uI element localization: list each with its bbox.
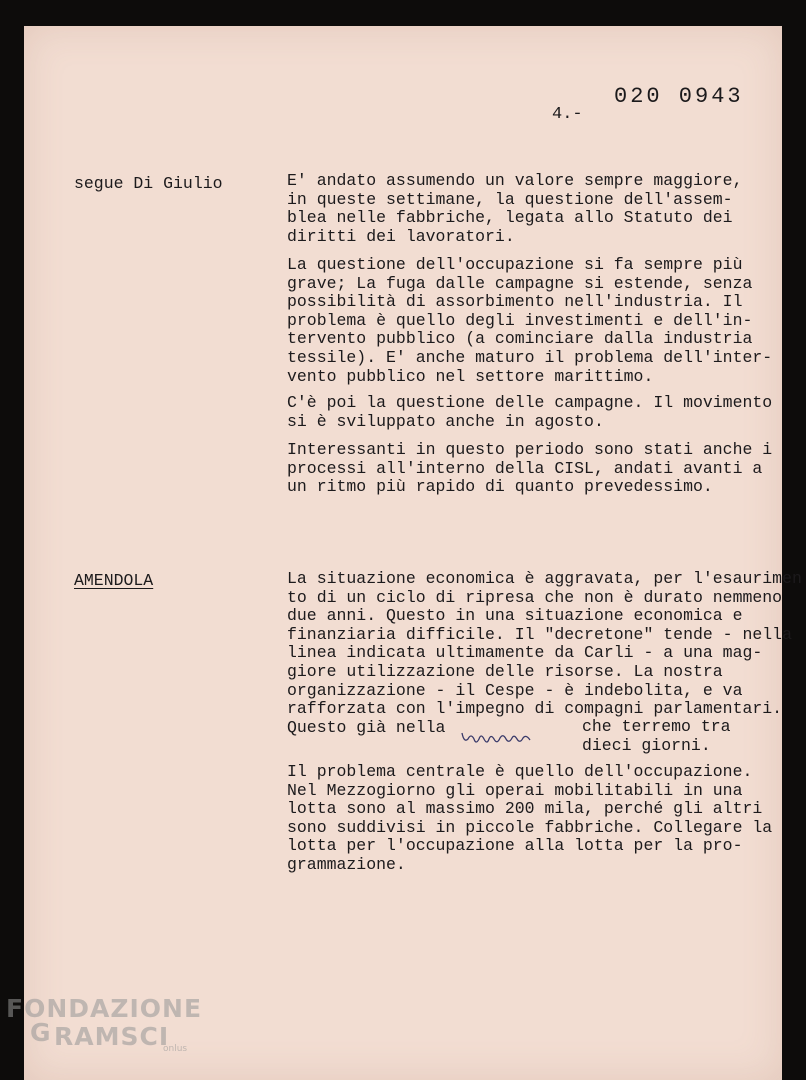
handwritten-note	[458, 725, 548, 752]
watermark-onlus: onlus	[163, 1044, 188, 1054]
paragraph: E' andato assumendo un valore sempre maggiore, in queste settimane, la questione dell'assem- blea nelle fabbriche, legata allo Statuto dei diritti dei lavoratori.	[287, 171, 743, 246]
paragraph: Interessanti in questo periodo sono stati anche i processi all'interno della CISL, andati avanti a un ritmo più rapido di quanto prevedessimo.	[287, 440, 773, 497]
watermark-g: G	[30, 1018, 52, 1047]
paragraph: La situazione economica è aggravata, per l'esaurimen to di un ciclo di ripresa che non è durato nemmeno due anni. Questo in una situazione economica e finanziaria difficile. Il "decretone" tende - nella linea indicata ultimamente da Carli - a una mag- giore utilizzazione delle risorse. La nostra organizzazione - il Cespe - è indebolita, e va rafforzata con l'impegno di compagni parlamentari. Questo già nella	[287, 569, 802, 737]
document-page	[24, 26, 802, 1080]
speaker-amendola: AMENDOLA	[74, 571, 154, 590]
speaker-di-giulio: segue Di Giulio	[74, 174, 223, 193]
paragraph: La questione dell'occupazione si fa sempre più grave; La fuga dalle campagne si estende, senza possibilità di assorbimento nell'industria. Il problema è quello degli investimenti e dell'in- tervento pubblico (a cominciare dalla industria tessile). E' anche maturo il problema dell'inter- vento pubblico nel settore marittimo.	[287, 255, 773, 386]
paragraph: Il problema centrale è quello dell'occupazione. Nel Mezzogiorno gli operai mobilitabili in una lotta sono al massimo 200 mila, perché gli altri sono suddivisi in piccole fabbriche. Collegare la lotta per l'occupazione alla lotta per la pro- grammazione.	[287, 762, 773, 874]
watermark-logo-line2: RAMSCI	[54, 1022, 170, 1051]
paragraph-continuation: che terremo tra dieci giorni.	[582, 717, 731, 755]
watermark-logo: FONDAZIONE	[6, 994, 203, 1023]
page-number: 4.-	[552, 105, 583, 124]
paragraph: C'è poi la questione delle campagne. Il movimento si è sviluppato anche in agosto.	[287, 393, 773, 431]
document-number: 020 0943	[614, 84, 744, 109]
